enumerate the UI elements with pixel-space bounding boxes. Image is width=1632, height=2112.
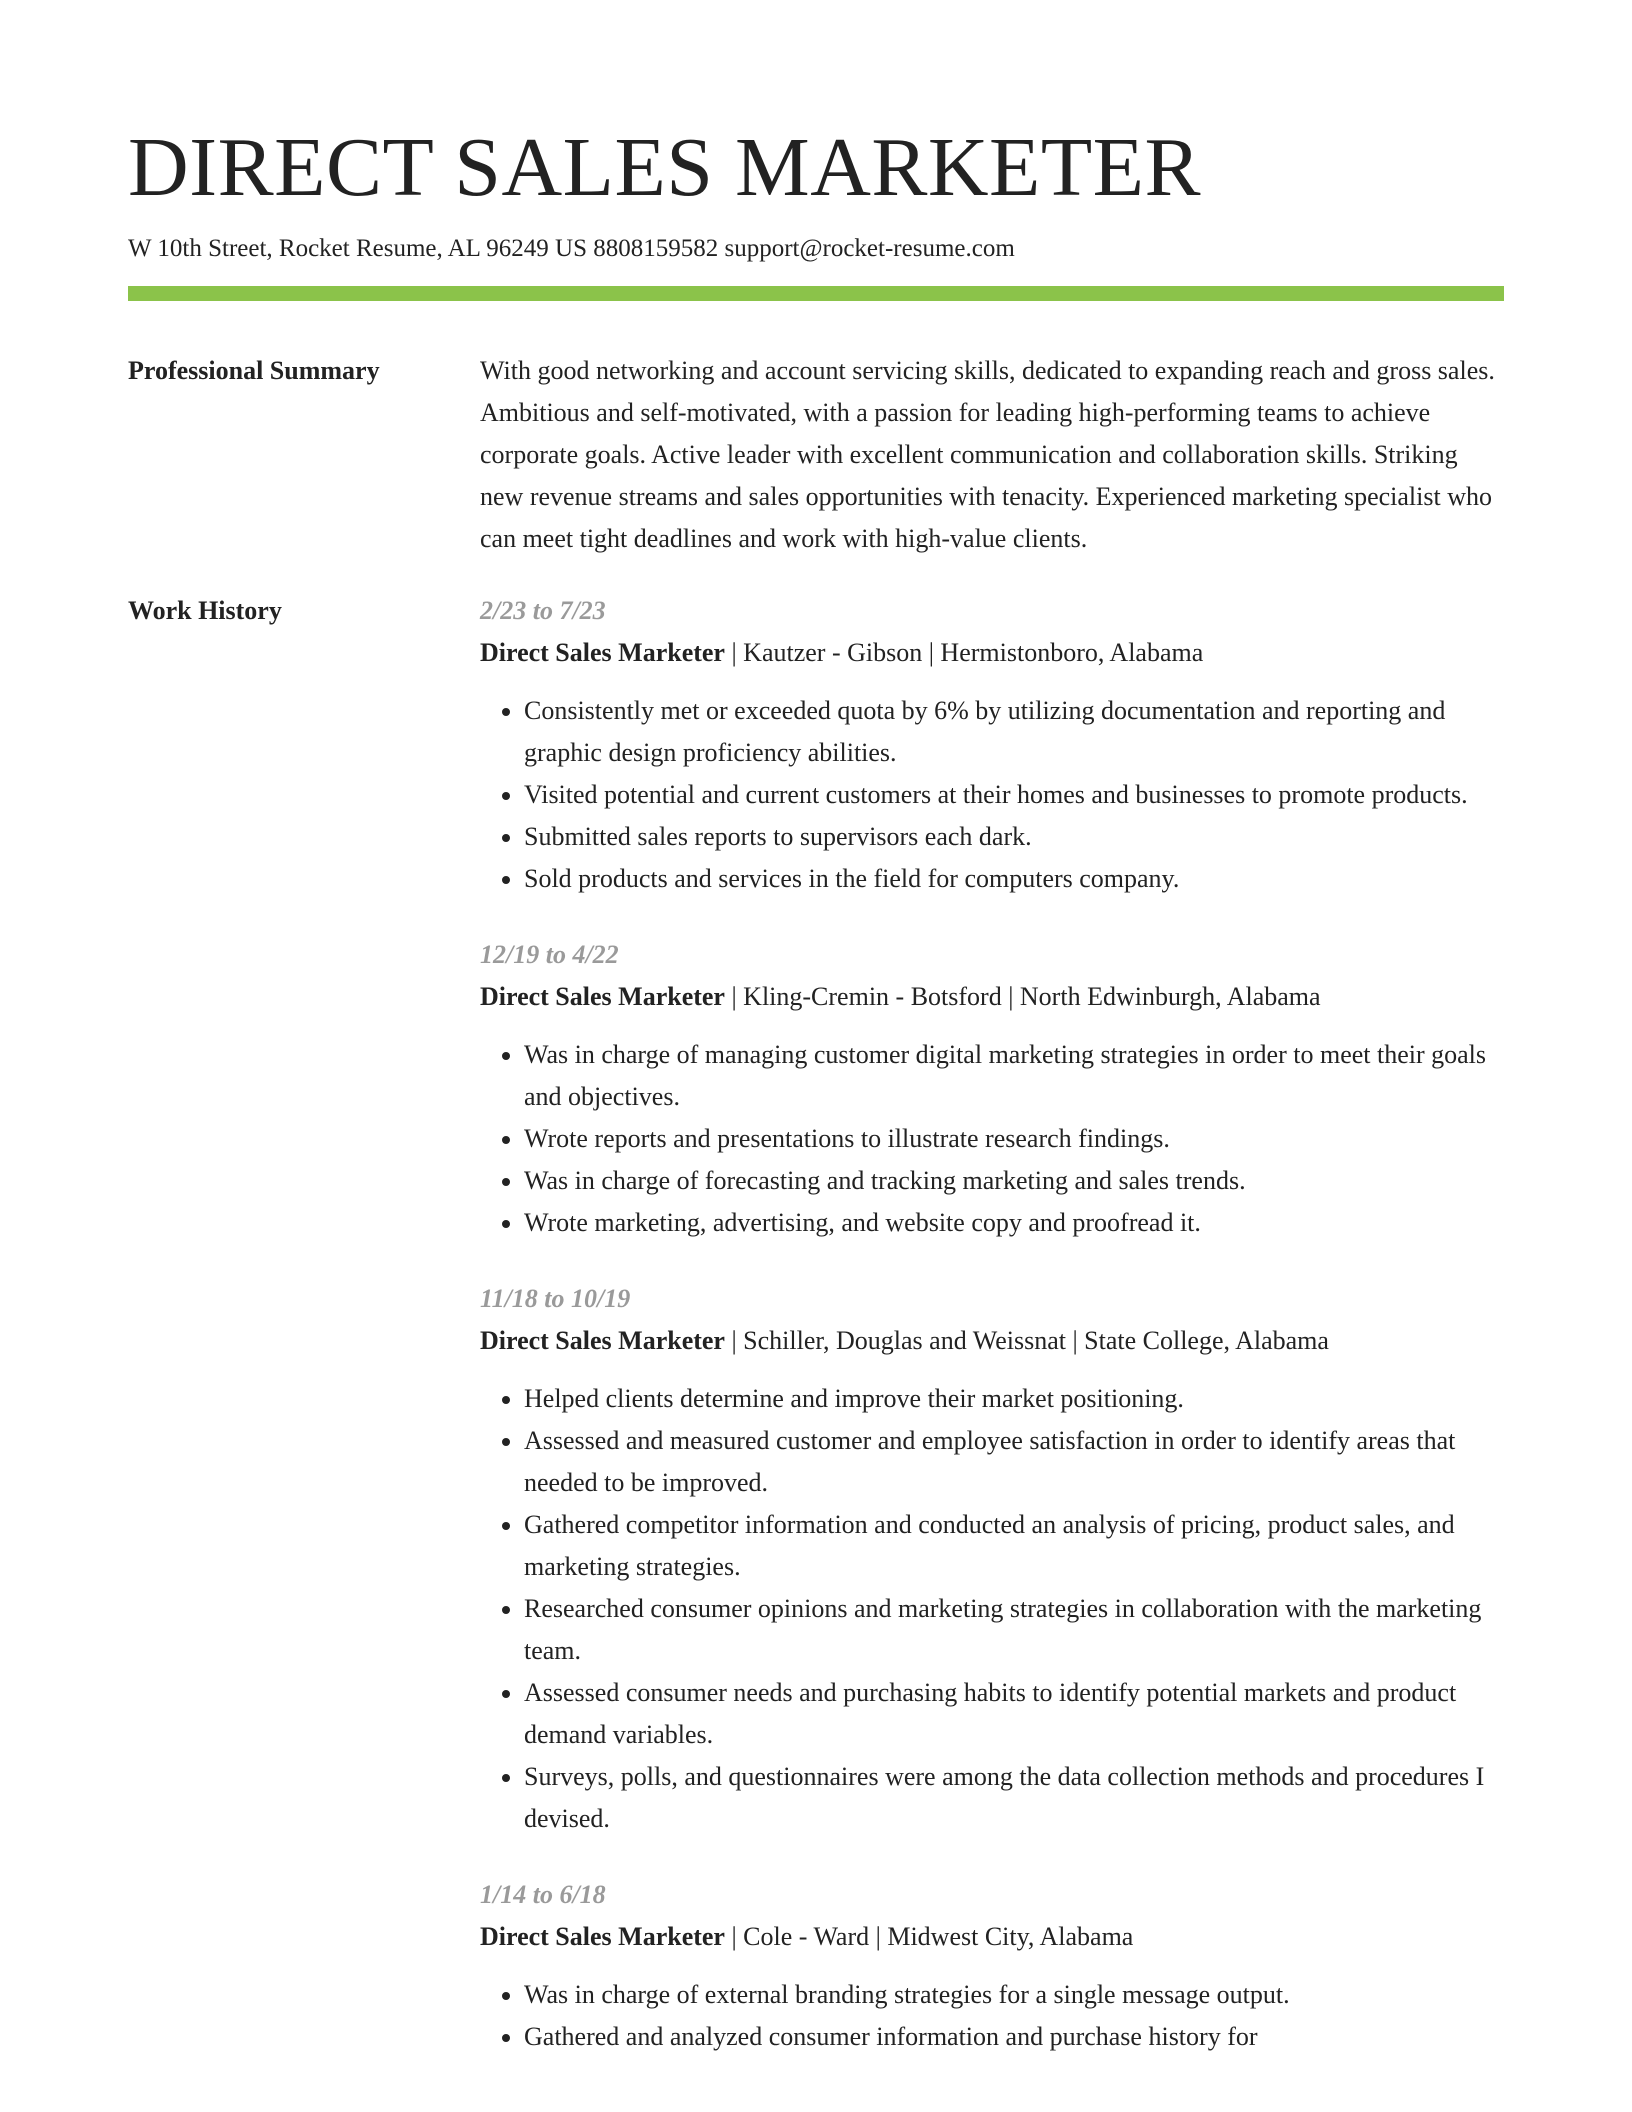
work-history-list [480,590,1504,2058]
job-role: Direct Sales Marketer [480,638,725,667]
job-bullet: • Wrote marketing, advertising, and website copy and proofread it. [524,1202,1504,1244]
job-bullet: • Helped clients determine and improve their market positioning. [524,1378,1504,1420]
job-role: Direct Sales Marketer [480,982,725,1011]
job-entry [480,1278,1504,1840]
job-bullet: • Gathered competitor information and conducted an analysis of pricing, product sales, and marketing strategies. [524,1504,1504,1588]
contact-info: W 10th Street, Rocket Resume, AL 96249 US 8808159582 support@rocket-resume.com [128,235,1015,262]
job-dates: 11/18 to 10/19 [480,1284,631,1313]
job-bullet: • Assessed consumer needs and purchasing habits to identify potential markets and product demand variables. [524,1672,1504,1756]
job-title-line [480,632,1504,674]
section-title-summary: Professional Summary [128,356,380,385]
job-bullet: • Surveys, polls, and questionnaires were among the data collection methods and procedures I devised. [524,1756,1504,1840]
job-bullet: • Researched consumer opinions and marketing strategies in collaboration with the marketing team. [524,1588,1504,1672]
job-bullet: • Submitted sales reports to supervisors each dark. [524,816,1504,858]
accent-divider [128,286,1504,301]
job-details: | Kautzer - Gibson | Hermistonboro, Alabama [724,638,1204,667]
job-role: Direct Sales Marketer [480,1326,725,1355]
resume-name: DIRECT SALES MARKETER [128,121,1202,214]
job-bullet: • Sold products and services in the field for computers company. [524,858,1504,900]
job-role: Direct Sales Marketer [480,1922,725,1951]
section-title-work-history: Work History [128,596,282,625]
job-details: | Kling-Cremin - Botsford | North Edwinburgh, Alabama [724,982,1321,1011]
job-title-line [480,976,1504,1018]
summary-text: With good networking and account servicing skills, dedicated to expanding reach and gross sales. Ambitious and self-motivated, with a passion for leading high-performing teams to achieve corporate goals. Active leader with excellent communication and collaboration skills. Striking new revenue streams and sales opportunities with tenacity. Experienced marketing specialist who can meet tight deadlines and work with high-value clients. [480,356,1495,553]
job-bullets [480,690,1504,900]
job-bullet: • Gathered and analyzed consumer information and purchase history for [524,2016,1504,2058]
job-bullets [480,1378,1504,1840]
job-bullets [480,1034,1504,1244]
resume-content [128,350,1504,2058]
job-bullet: • Was in charge of external branding strategies for a single message output. [524,1974,1504,2016]
job-dates: 2/23 to 7/23 [480,596,606,625]
job-dates: 12/19 to 4/22 [480,940,619,969]
job-entry [480,1874,1504,2058]
summary-section [128,350,1504,560]
job-bullet: • Visited potential and current customers at their homes and businesses to promote products. [524,774,1504,816]
work-history-section [128,590,1504,2058]
job-dates: 1/14 to 6/18 [480,1880,606,1909]
job-bullet: • Was in charge of forecasting and tracking marketing and sales trends. [524,1160,1504,1202]
job-title-line [480,1320,1504,1362]
job-details: | Schiller, Douglas and Weissnat | State College, Alabama [724,1326,1329,1355]
job-entry [480,590,1504,900]
job-bullet: • Was in charge of managing customer digital marketing strategies in order to meet their goals and objectives. [524,1034,1504,1118]
job-title-line [480,1916,1504,1958]
job-entry [480,934,1504,1244]
job-details: | Cole - Ward | Midwest City, Alabama [724,1922,1134,1951]
job-bullets [480,1974,1504,2058]
job-bullet: • Wrote reports and presentations to illustrate research findings. [524,1118,1504,1160]
job-bullet: • Assessed and measured customer and employee satisfaction in order to identify areas that needed to be improved. [524,1420,1504,1504]
job-bullet: • Consistently met or exceeded quota by 6% by utilizing documentation and reporting and graphic design proficiency abilities. [524,690,1504,774]
